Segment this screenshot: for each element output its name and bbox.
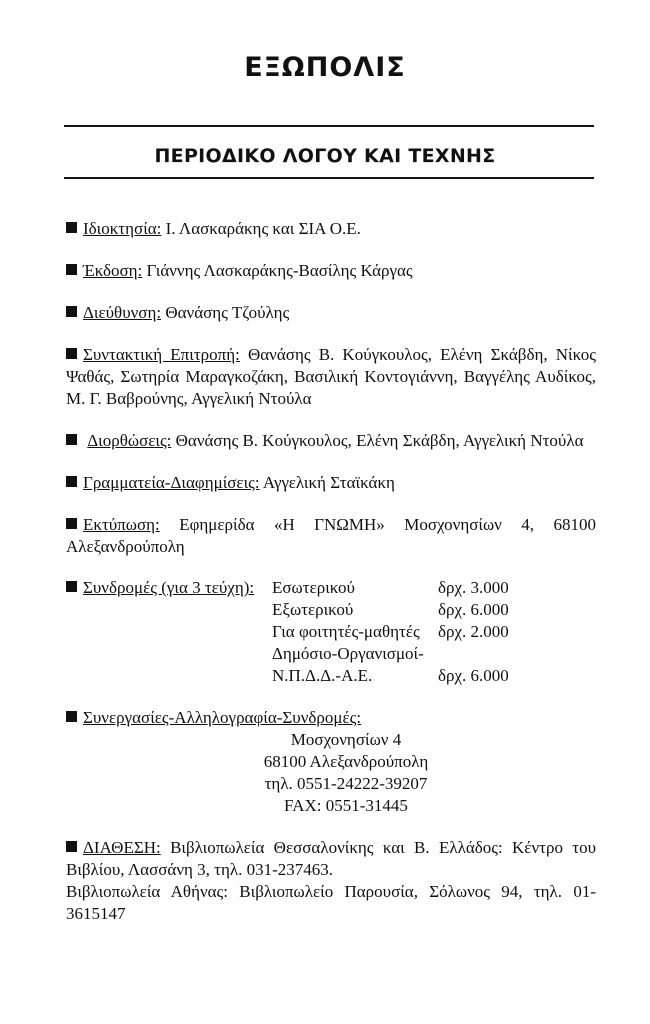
ownership-label: Ιδιοκτησία: (83, 219, 162, 238)
bullet-square-icon (66, 264, 77, 275)
subscription-price: δρχ. 6.000 (438, 666, 509, 685)
subscription-price: δρχ. 6.000 (438, 600, 509, 619)
top-rule (64, 125, 594, 127)
secretariat-entry (66, 472, 596, 494)
distribution-value-athens: Βιβλιοπωλεία Αθήνας: Βιβλιοπωλείο Παρουσία, Σόλωνος 94, τηλ. 01-3615147 (66, 882, 596, 923)
magazine-title: ΕΞΩΠΟΛΙΣ (244, 52, 406, 83)
address-line: FAX: 0551-31445 (284, 796, 408, 815)
distribution-value: Βιβλιοπωλεία Θεσσαλονίκης και Β. Ελλάδος: Κέντρο του Βιβλίου, Λασσάνη 3, τηλ. 031-237463. (66, 838, 597, 879)
direction-entry (66, 302, 596, 324)
publication-label: Έκδοση: (83, 261, 143, 280)
subscription-row (66, 599, 509, 621)
editorial-value: Θανάσης Β. Κούγκουλος, Ελένη Σκάβδη, Νίκος Ψαθάς, Σωτηρία Μαραγκοζάκη, Βασιλική Κοντογιάννη, Βαγγέλης Αυδίκος, Μ. Γ. Βαβρούνης, Αγγελική Ντούλα (66, 345, 597, 408)
publication-value: Γιάννης Λασκαράκης-Βασίλης Κάργας (146, 261, 413, 280)
printing-entry (66, 514, 596, 558)
subscription-price: δρχ. 2.000 (438, 622, 509, 641)
address-line: 68100 Αλεξανδρούπολη (263, 752, 429, 771)
subscription-row (66, 621, 509, 643)
subscription-price (438, 643, 509, 665)
subscription-row (66, 665, 509, 687)
bottom-rule (64, 177, 594, 179)
ownership-value: Ι. Λασκαράκης και ΣΙΑ Ο.Ε. (165, 219, 361, 238)
magazine-subtitle: ΠΕΡΙΟΔΙΚΟ ΛΟΓΟΥ ΚΑΙ ΤΕΧΝΗΣ (154, 145, 496, 167)
printing-value: Εφημερίδα «Η ΓΝΩΜΗ» Μοσχονησίων 4, 68100 Αλεξανδρούπολη (66, 515, 596, 556)
bullet-square-icon (66, 348, 77, 359)
printing-label: Εκτύπωση: (83, 515, 160, 534)
address-line: τηλ. 0551-24222-39207 (264, 774, 428, 793)
bullet-square-icon (66, 476, 77, 487)
publication-entry (66, 260, 596, 282)
editorial-label: Συντακτική Επιτροπή: (83, 345, 240, 364)
bullet-square-icon (66, 581, 77, 592)
subscriptions-label: Συνδρομές (για 3 τεύχη): (83, 578, 255, 597)
distribution-entry (66, 837, 596, 925)
subscriptions-table (66, 577, 509, 687)
ownership-entry (66, 218, 596, 240)
subscription-category: Δημόσιο-Οργανισμοί- (272, 644, 424, 663)
correspondence-label: Συνεργασίες-Αλληλογραφία-Συνδρομές: (83, 708, 362, 727)
secretariat-value: Αγγελική Σταϊκάκη (262, 473, 395, 492)
proofreading-entry (66, 430, 596, 452)
bullet-square-icon (66, 222, 77, 233)
subscription-category: Εσωτερικού (272, 578, 355, 597)
bullet-square-icon (66, 434, 77, 445)
subscription-category: Εξωτερικού (272, 600, 354, 619)
correspondence-entry (66, 707, 596, 817)
subscription-price: δρχ. 3.000 (438, 578, 509, 597)
subscription-row (66, 643, 509, 665)
address-line: Μοσχονησίων 4 (290, 730, 402, 749)
subscription-row (66, 577, 509, 599)
colophon (66, 218, 596, 945)
editorial-entry (66, 344, 596, 410)
bullet-square-icon (66, 711, 77, 722)
subscriptions-entry (66, 577, 596, 687)
secretariat-label: Γραμματεία-Διαφημίσεις: (83, 473, 260, 492)
proofreading-label: Διορθώσεις: (87, 431, 172, 450)
subscription-category: Ν.Π.Δ.Δ.-Α.Ε. (272, 666, 373, 685)
subscription-category: Για φοιτητές-μαθητές (272, 622, 420, 641)
bullet-square-icon (66, 841, 77, 852)
correspondence-address (66, 729, 596, 817)
direction-value: Θανάσης Τζούλης (165, 303, 290, 322)
distribution-label: ΔΙΑΘΕΣΗ: (83, 838, 161, 857)
bullet-square-icon (66, 518, 77, 529)
proofreading-value: Θανάσης Β. Κούγκουλος, Ελένη Σκάβδη, Αγγελική Ντούλα (175, 431, 584, 450)
bullet-square-icon (66, 306, 77, 317)
direction-label: Διεύθυνση: (83, 303, 162, 322)
